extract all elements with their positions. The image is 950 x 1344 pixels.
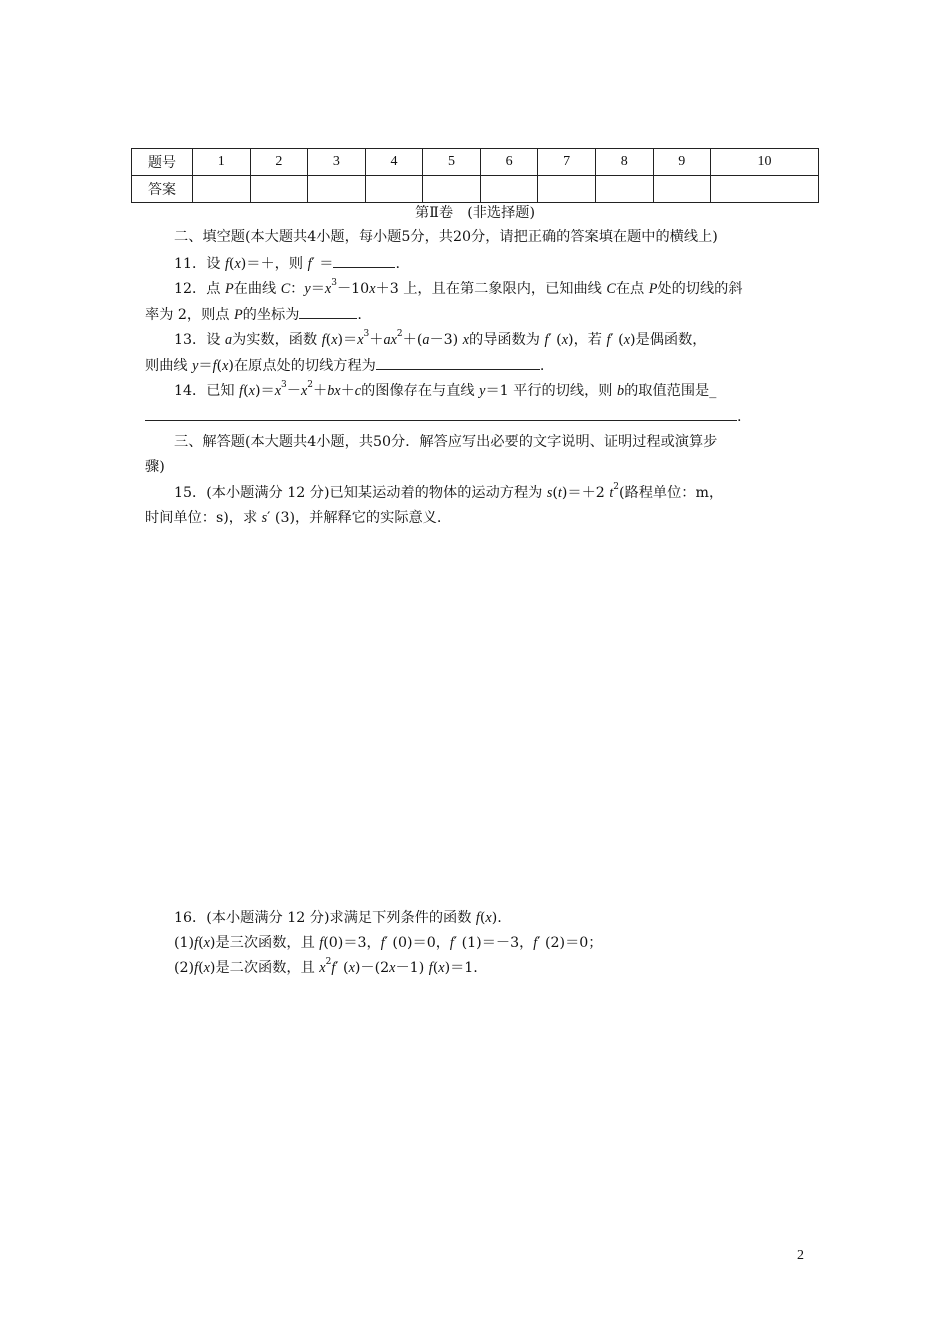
question-number-cell: 8 (595, 149, 653, 176)
solution-section-header-line-2: 骤) (145, 459, 165, 475)
q16-text: ′ (2)＝0； (537, 935, 603, 951)
q13-text: . (539, 358, 545, 374)
q16-text: f (331, 960, 336, 976)
q16-text: f (475, 910, 480, 926)
q13-text: 则曲线 (145, 358, 193, 374)
q14-text: b (616, 383, 625, 399)
question-number-cell: 2 (250, 149, 308, 176)
answer-cell[interactable] (365, 176, 423, 203)
q11-text: x (234, 256, 241, 272)
q15-text: s (546, 485, 553, 501)
q14-text: )＝ (254, 383, 275, 399)
question-14-line-1 (174, 381, 716, 401)
question-11 (174, 253, 400, 274)
q13-text: a (224, 332, 233, 348)
q16-text: (1) (174, 935, 195, 951)
table-row-answer (132, 176, 819, 203)
q14-text: ( (243, 383, 249, 399)
q14-text: 3 (281, 380, 287, 391)
q12-text: 处的切线的斜 (657, 281, 743, 297)
question-13-line-2 (145, 355, 544, 376)
q15-text: 15．(本小题满分 12 分)已知某运动着的物体的运动方程为 (174, 485, 547, 501)
q12-text: P (233, 307, 243, 323)
q15-text: ′ (3)，并解释它的实际意义. (267, 510, 442, 526)
q12-text: 在曲线 (233, 281, 281, 297)
q13-text: ( (325, 332, 332, 348)
q14-text: y (479, 383, 486, 399)
q15-text: 2 (613, 482, 620, 493)
q14-text: 的图像存在与直线 (361, 383, 480, 399)
q11-text: ′ ＝ (311, 256, 334, 272)
q13-text: ′ ( (548, 332, 562, 348)
q11-text: . (395, 256, 400, 272)
q16-text: f (449, 935, 454, 951)
q14-text: x (274, 383, 281, 399)
q16-text: f (380, 935, 385, 951)
q12-text: 的坐标为 (242, 307, 300, 323)
q13-text: 3 (363, 329, 370, 340)
q11-text: ( (228, 256, 235, 272)
question-number-cell: 10 (711, 149, 819, 176)
q13-text: 13．设 (174, 332, 225, 348)
q16-text: ( (479, 910, 486, 926)
q14-text: － (286, 383, 301, 399)
q16-text: )是三次函数，且 (209, 935, 320, 951)
q14-text: f (239, 383, 244, 399)
q13-text: －3) (429, 332, 463, 348)
q13-text: f (212, 358, 217, 374)
question-12-line-1 (174, 279, 743, 299)
answer-cell[interactable] (250, 176, 308, 203)
q13-text: f (606, 332, 611, 348)
question-15-line-1 (174, 483, 723, 503)
q11-text: )＝＋，则 (240, 256, 308, 272)
q16-text: f (194, 935, 199, 951)
q16-text: f (194, 960, 199, 976)
q13-text: x (222, 358, 229, 374)
q13-text: 为实数，函数 (232, 332, 322, 348)
q14-text: c (354, 383, 362, 399)
q16-text: x (485, 910, 492, 926)
q12-text: y (304, 281, 311, 297)
answer-cell[interactable] (193, 176, 251, 203)
q15-text: t (557, 485, 562, 501)
q12-text: ＋3 上，且在第二象限内，已知曲线 (375, 281, 607, 297)
question-16-line-1 (174, 908, 502, 928)
question-16-part-2 (174, 958, 478, 978)
q16-text: ( (432, 960, 439, 976)
question-number-cell: 3 (308, 149, 366, 176)
question-number-cell: 4 (365, 149, 423, 176)
q12-text: ： (290, 281, 305, 297)
q13-text: )在原点处的切线方程为 (228, 358, 376, 374)
q13-text: x (623, 332, 630, 348)
q13-text: ′ ( (610, 332, 624, 348)
q12-text: 3 (331, 278, 337, 289)
q12-text: x (369, 281, 376, 297)
q16-text: 16．(本小题满分 12 分)求满足下列条件的函数 (174, 910, 476, 926)
q12-text: P (648, 281, 658, 297)
question-number-cell: 9 (653, 149, 711, 176)
row-label-number: 题号 (132, 149, 193, 176)
q16-text: ( (198, 935, 204, 951)
q12-text: 率为 2，则点 (145, 307, 234, 323)
question-number-cell: 7 (538, 149, 596, 176)
q13-text: ＋ (369, 332, 384, 348)
q12-text: 在点 (615, 281, 649, 297)
q13-text: ( (216, 358, 223, 374)
page-number: 2 (797, 1248, 804, 1263)
q12-answer-blank[interactable] (299, 304, 357, 319)
q13-text: ax (383, 332, 397, 348)
row-label-answer: 答案 (132, 176, 193, 203)
q12-text: ＝ (310, 281, 325, 297)
q13-answer-blank[interactable] (376, 355, 540, 370)
q13-text: )＝ (337, 332, 358, 348)
solution-section-header-line-1: 三、解答题(本大题共4小题，共50分．解答应写出必要的文字说明、证明过程或演算步 (174, 434, 718, 450)
q16-text: x (348, 960, 355, 976)
q12-text: x (324, 281, 332, 297)
question-15-line-2 (145, 508, 441, 528)
q16-text: f (533, 935, 538, 951)
q14-text: bx (327, 383, 341, 399)
q16-text: f (319, 935, 324, 951)
q16-text: )－(2 (354, 960, 390, 976)
q14-text: ＋ (340, 383, 355, 399)
question-number-cell: 6 (480, 149, 538, 176)
q14-text: ＋ (312, 383, 328, 399)
q16-text: (2) (174, 960, 195, 976)
q13-text: ＋( (402, 332, 423, 348)
q12-text: C (606, 281, 616, 297)
q16-text: x (203, 960, 210, 976)
answer-cell[interactable] (595, 176, 653, 203)
answer-cell[interactable] (480, 176, 538, 203)
answer-cell[interactable] (538, 176, 596, 203)
q16-text: (0)＝3， (323, 935, 381, 951)
q16-text: ′ ( (335, 960, 349, 976)
q12-text: 12．点 (174, 281, 225, 297)
q12-text: C (280, 281, 291, 297)
answer-cell[interactable] (423, 176, 481, 203)
q14-text: 的取值范围是_ (624, 383, 717, 399)
answer-cell[interactable] (308, 176, 366, 203)
q15-text: t (609, 485, 614, 501)
q15-text: 时间单位：s)，求 (145, 510, 262, 526)
q13-text: 的导函数为 (469, 332, 545, 348)
q16-text: x (203, 935, 210, 951)
fill-in-section-header: 二、填空题(本大题共4小题，每小题5分，共20分，请把正确的答案填在题中的横线上) (174, 229, 718, 245)
question-13-line-1 (174, 330, 706, 350)
q16-text: )＝1. (444, 960, 478, 976)
q13-text: x (462, 332, 470, 348)
question-number-cell: 1 (193, 149, 251, 176)
q13-text: f (321, 332, 326, 348)
q15-text: ( (552, 485, 558, 501)
question-16-part-1 (174, 933, 602, 953)
q16-text: －1) (395, 960, 429, 976)
q16-text: 2 (325, 957, 332, 968)
q16-text: x (389, 960, 396, 976)
answer-cell[interactable] (653, 176, 711, 203)
q14-text: 2 (307, 380, 313, 391)
q11-text: f (224, 256, 229, 272)
answer-cell[interactable] (711, 176, 819, 203)
q14-text: x (300, 383, 308, 399)
q13-text: y (192, 358, 199, 374)
q13-text: )是偶函数， (630, 332, 707, 348)
q15-text: )＝＋2 (561, 485, 610, 501)
q13-text: f (544, 332, 549, 348)
q13-text: )，若 (568, 332, 607, 348)
q16-text: ). (491, 910, 502, 926)
q11-text: f (307, 256, 312, 272)
answer-table (131, 148, 819, 203)
q12-text: . (357, 307, 362, 323)
q13-text: x (561, 332, 569, 348)
q11-answer-blank[interactable] (333, 253, 395, 268)
q14-text: 14．已知 (174, 383, 240, 399)
q14-text: ＝1 平行的切线，则 (485, 383, 617, 399)
table-row-number (132, 149, 819, 176)
q16-text: ( (198, 960, 204, 976)
q14-answer-blank[interactable] (145, 406, 737, 421)
q16-text: ′ (0)＝0， (384, 935, 450, 951)
q13-text: x (331, 332, 338, 348)
question-12-line-2 (145, 304, 362, 325)
q14-text: x (248, 383, 255, 399)
q16-text: x (438, 960, 445, 976)
q12-text: P (224, 281, 234, 297)
question-14-line-2 (145, 406, 742, 427)
q12-text: －10 (336, 281, 370, 297)
section-2-title: 第Ⅱ卷 (非选择题) (415, 205, 536, 221)
q11-text: 11．设 (174, 256, 225, 272)
question-number-cell: 5 (423, 149, 481, 176)
q16-text: x (319, 960, 326, 976)
q13-text: x (357, 332, 364, 348)
q13-text: ＝ (198, 358, 213, 374)
q14-text: . (737, 409, 742, 425)
q13-text: a (422, 332, 430, 348)
q15-text: s (261, 510, 268, 526)
q15-text: (路程单位：m， (619, 485, 724, 501)
q16-text: f (428, 960, 433, 976)
q16-text: )是二次函数，且 (209, 960, 320, 976)
q16-text: ′ (1)＝－3， (453, 935, 534, 951)
q13-text: 2 (396, 329, 403, 340)
